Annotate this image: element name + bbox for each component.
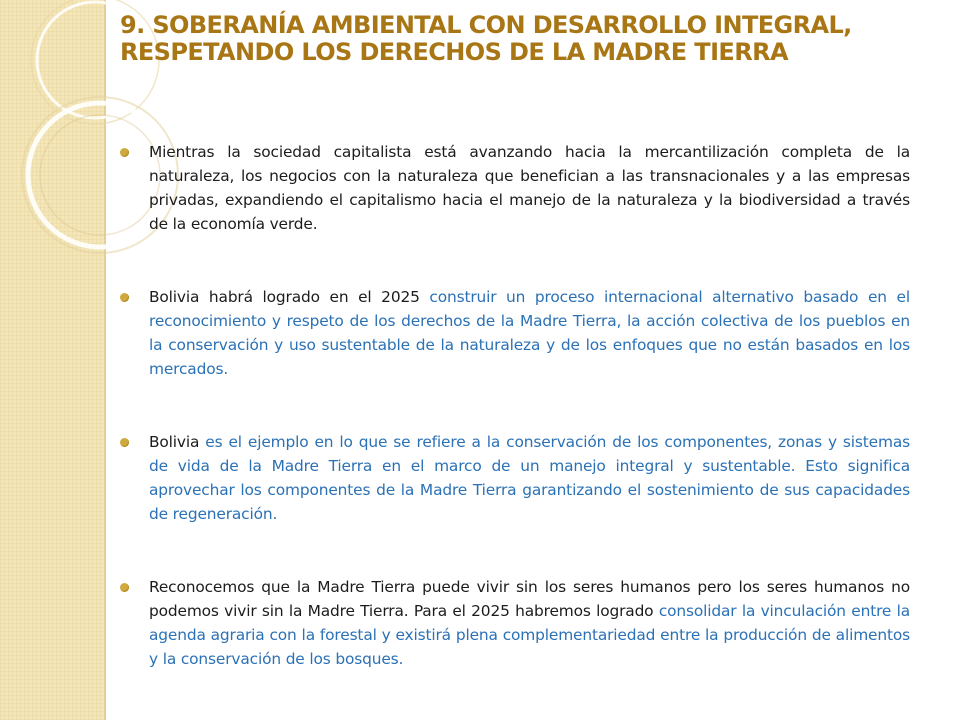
bullet-highlight-text: consolidar la vinculación entre la agenda agraria con la forestal y existirá plena complementariedad entre la producción de alimentos y la conservación de los bosques. <box>149 602 910 668</box>
bullet-dot-icon <box>120 438 129 447</box>
bullet-item <box>120 285 910 381</box>
bullet-item <box>120 575 910 671</box>
bullet-plain-text: Bolivia <box>149 433 206 451</box>
slide-title: 9. SOBERANÍA AMBIENTAL CON DESARROLLO INTEGRAL, RESPETANDO LOS DERECHOS DE LA MADRE TIERRA <box>120 11 852 66</box>
bullet-dot-icon <box>120 148 129 157</box>
bullet-plain-text: Reconocemos que la Madre Tierra puede vivir sin los seres humanos pero los seres humanos no podemos vivir sin la Madre Tierra. Para el 2025 habremos logrado <box>149 578 910 620</box>
bullet-item <box>120 430 910 526</box>
bullet-list <box>120 140 910 720</box>
bullet-plain-text: Mientras la sociedad capitalista está avanzando hacia la mercantilización completa de la naturaleza, los negocios con la naturaleza que benefician a las transnacionales y a las empresas privadas, expandiendo el capitalismo hacia el manejo de la naturaleza y la biodiversidad a través de la economía verde. <box>149 143 910 233</box>
bullet-text <box>149 285 910 381</box>
bullet-highlight-text: es el ejemplo en lo que se refiere a la conservación de los componentes, zonas y sistemas de vida de la Madre Tierra en el marco de un manejo integral y sustentable. Esto significa aprovechar los componentes de la Madre Tierra garantizando el sostenimiento de sus capacidades de regeneración. <box>149 433 910 523</box>
bullet-item <box>120 140 910 236</box>
bullet-text <box>149 430 910 526</box>
bullet-text <box>149 575 910 671</box>
decorative-sidebar <box>0 0 106 720</box>
bullet-dot-icon <box>120 293 129 302</box>
bullet-plain-text: Bolivia habrá logrado en el 2025 <box>149 288 430 306</box>
bullet-text <box>149 140 910 236</box>
bullet-highlight-text: construir un proceso internacional alternativo basado en el reconocimiento y respeto de los derechos de la Madre Tierra, la acción colectiva de los pueblos en la conservación y uso sustentable de la naturaleza y de los enfoques que no están basados en los mercados. <box>149 288 910 378</box>
bullet-dot-icon <box>120 583 129 592</box>
